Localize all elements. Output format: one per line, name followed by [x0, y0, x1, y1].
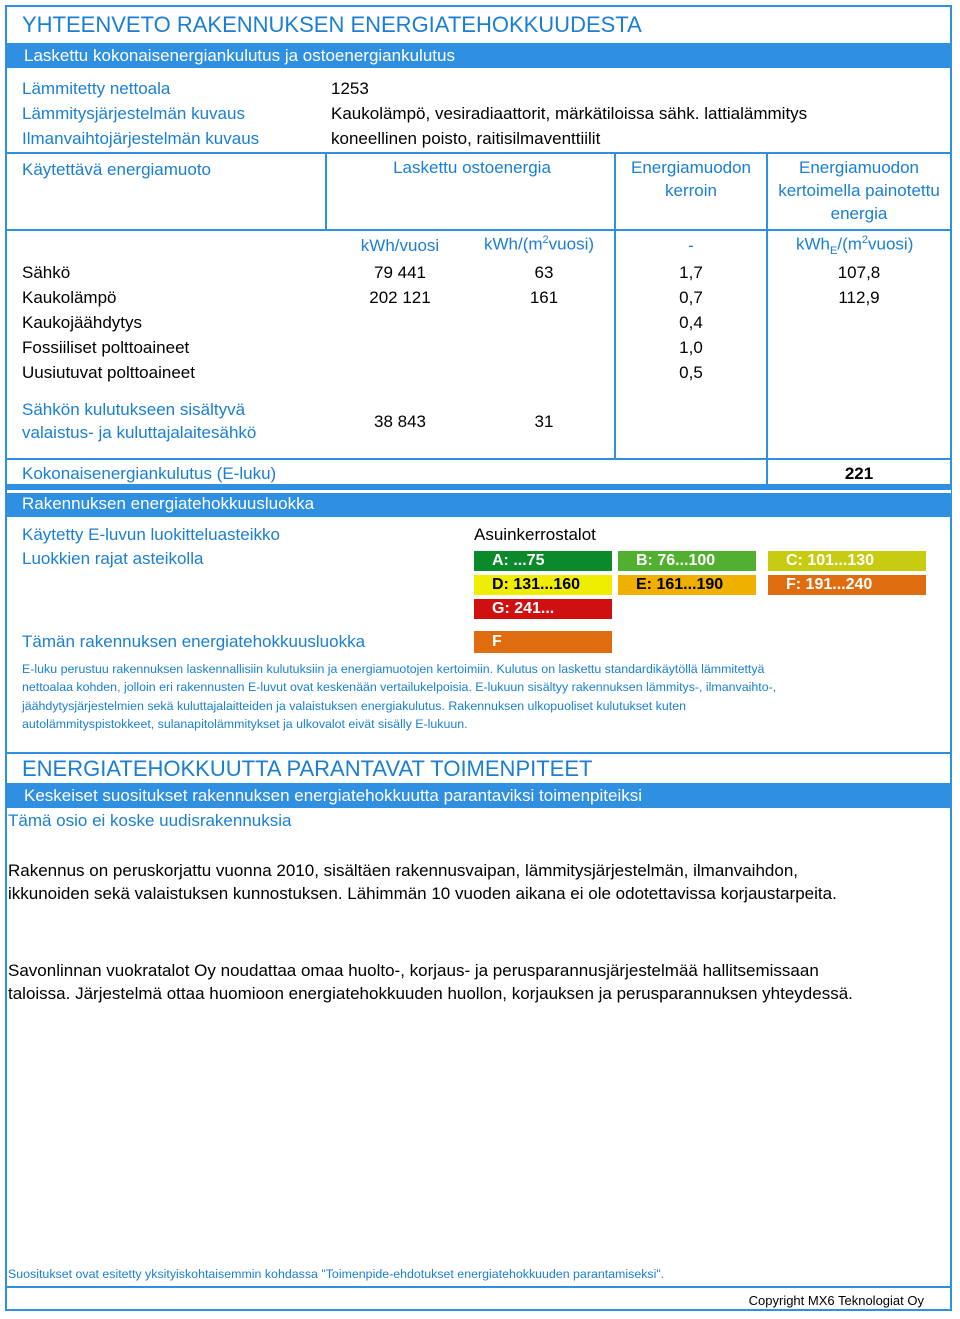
copyright: Copyright MX6 Teknologiat Oy: [748, 1293, 924, 1308]
row-factor: 1,7: [679, 263, 703, 282]
footer-line: [7, 1286, 951, 1288]
row-factor: 0,4: [679, 313, 703, 332]
table-top-line: [7, 152, 951, 154]
note-line-2: nettoalaa kohden, jolloin eri rakennusten E-luvut ovat keskenään vertailukelpoisia. E-lukuun sisältyy rakennuksen lämmitys-, ilmanvaihto-,: [22, 680, 777, 694]
lighting-label-l1: Sähkön kulutukseen sisältyvä: [22, 400, 246, 419]
class-box-e: E: 161...190: [618, 575, 756, 595]
row-weighted: 107,8: [837, 263, 881, 282]
class-bar-title: Rakennuksen energiatehokkuusluokka: [22, 494, 315, 513]
scale-label: Käytetty E-luvun luokitteluasteikko: [22, 525, 280, 544]
class-box-f: F: 191...240: [768, 575, 926, 595]
lighting-kwhm2: 31: [534, 412, 554, 431]
col-header-energy-form: Käytettävä energiamuoto: [22, 160, 212, 179]
note-line-1: E-luku perustuu rakennuksen laskennallisiin kulutuksiin ja energiamuotojen kertoimiin. Kulutus on laskettu standardikäytöllä lämmitettyä: [22, 662, 765, 676]
row-kwh: 79 441: [374, 263, 426, 282]
para1-line2: ikkunoiden sekä valaistuksen kunnostuksen. Lähimmän 10 vuoden aikana ei ole odotettavissa korjaustarpeita.: [8, 884, 837, 903]
measures-title: ENERGIATEHOKKUUTTA PARANTAVAT TOIMENPITEET: [22, 756, 593, 781]
para1-line1: Rakennus on peruskorjattu vuonna 2010, sisältäen rakennusvaipan, lämmitysjärjestelmän, ilmanvaihdon,: [8, 861, 799, 880]
table-header-line: [7, 229, 951, 231]
lighting-kwh: 38 843: [374, 412, 426, 431]
unit-kwh-m2: kWh/$(m^2vuosi)$: [484, 234, 595, 254]
row-weighted: 112,9: [838, 288, 880, 307]
table-vline-3: [766, 152, 768, 484]
col-header-purchased: Laskettu ostoenergia: [393, 158, 551, 177]
col-header-factor-l1: Energiamuodon: [630, 158, 752, 177]
eluku-label: Kokonaisenergiankulutus (E-luku): [22, 464, 277, 483]
col-header-factor-l2: kerroin: [665, 181, 717, 200]
row-name: Fossiiliset polttoaineet: [22, 338, 190, 357]
row-kwhm2: 63: [534, 263, 554, 282]
row-name: Sähkö: [22, 263, 71, 282]
main-title: YHTEENVETO RAKENNUKSEN ENERGIATEHOKKUUDESTA: [22, 12, 642, 37]
note-line-3: jäähdytysjärjestelmien sekä kuluttajalaitteiden ja valaistuksen energiakulutus. Rakennuksen ulkopuoliset kulutukset kuten: [22, 699, 686, 713]
lighting-label-l2: valaistus- ja kuluttajalaitesähkö: [22, 423, 257, 442]
section-bar-consumption: Laskettu kokonaisenergiankulutus ja ostoenergiankulutus: [7, 43, 951, 68]
row-factor: 0,7: [679, 288, 703, 307]
para2-line1: Savonlinnan vuokratalot Oy noudattaa omaa huolto-, korjaus- ja perusparannusjärjestelmää hallitsemissaan: [8, 961, 819, 980]
info-value-heating-system: Kaukolämpö, vesiradiaattorit, märkätiloissa sähk. lattialämmitys: [331, 104, 808, 123]
row-name: Kaukojäähdytys: [22, 313, 143, 332]
table-vline-1: [325, 152, 327, 230]
unit-dash: -: [688, 236, 694, 255]
info-label-ventilation: Ilmanvaihtojärjestelmän kuvaus: [22, 129, 260, 148]
limits-label: Luokkien rajat asteikolla: [22, 549, 204, 568]
info-label-heated-area: Lämmitetty nettoala: [22, 79, 171, 98]
class-box-b: B: 76...100: [618, 551, 756, 571]
row-factor: 0,5: [679, 363, 703, 382]
info-value-ventilation: koneellinen poisto, raitisilmaventtiilit: [331, 129, 601, 148]
class-box-d: D: 131...160: [474, 575, 612, 595]
row-kwhm2: 161: [529, 288, 559, 307]
col-header-weighted-l1: Energiamuodon: [798, 158, 920, 177]
class-box-a: A: ...75: [474, 551, 612, 571]
para2-line2: taloissa. Järjestelmä ottaa huomioon energiatehokkuuden huollon, korjauksen ja perusparannuksen yhteydessä.: [8, 984, 853, 1003]
measures-top-line: [7, 752, 951, 754]
row-kwh: 202 121: [369, 288, 431, 307]
measures-note: Tämä osio ei koske uudisrakennuksia: [8, 811, 292, 830]
note-line-4: autolämmityspistokkeet, sulanapitolämmitykset ja ulkovalot eivät sisälly E-lukuun.: [22, 717, 468, 731]
footer-note: Suositukset ovat esitetty yksityiskohtaisemmin kohdassa "Toimenpide-ehdotukset energiatehokkuuden parantamiseksi".: [8, 1267, 665, 1281]
class-box-g: G: 241...: [474, 599, 612, 619]
measures-bar: Keskeiset suositukset rakennuksen energiatehokkuutta parantaviksi toimenpiteiksi: [7, 783, 951, 808]
info-value-heated-area: 1253: [331, 79, 369, 98]
row-factor: 1,0: [679, 338, 703, 357]
unit-kwh-year: kWh/vuosi: [360, 236, 440, 255]
table-bottom-line: [7, 458, 951, 460]
eluku-value: 221: [844, 464, 874, 483]
this-class-label: Tämän rakennuksen energiatehokkuusluokka: [22, 632, 366, 651]
col-header-weighted-l3: energia: [830, 204, 888, 223]
col-header-weighted-l2: kertoimella painotettu: [778, 181, 940, 200]
building-type: Asuinkerrostalot: [474, 525, 596, 544]
this-class-value: F: [474, 631, 612, 653]
info-label-heating-system: Lämmitysjärjestelmän kuvaus: [22, 104, 245, 123]
unit-kwhe-m2: $kWh_E/(m^2vuosi)$: [796, 234, 914, 258]
class-box-c: C: 101...130: [768, 551, 926, 571]
row-name: Kaukolämpö: [22, 288, 117, 307]
row-name: Uusiutuvat polttoaineet: [22, 363, 195, 382]
